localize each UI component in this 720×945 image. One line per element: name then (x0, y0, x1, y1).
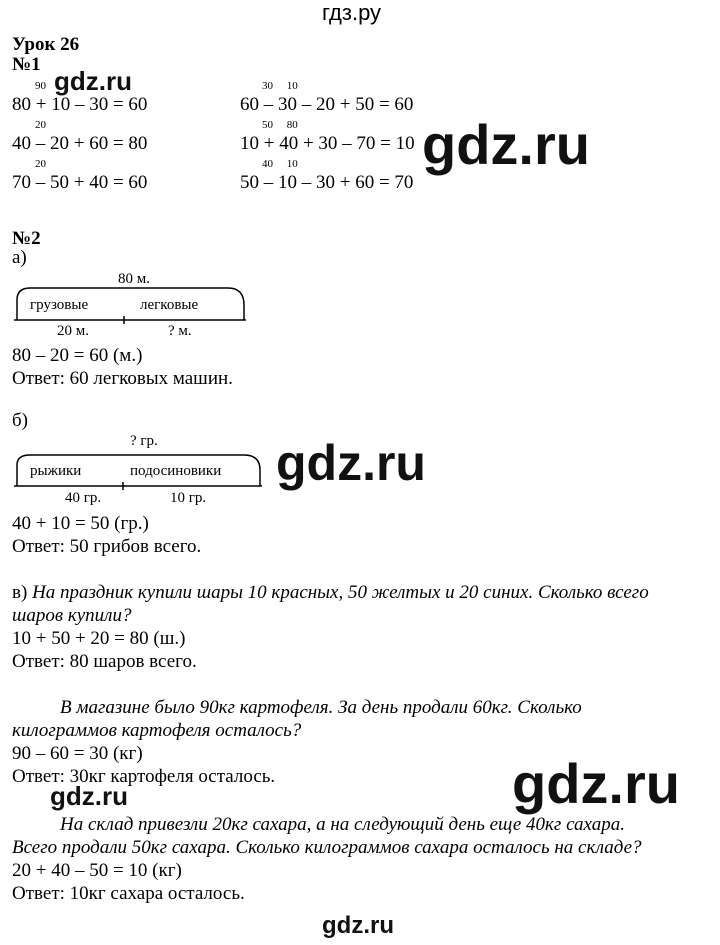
diagram-b-right-name: подосиновики (130, 463, 222, 479)
task2b-solution: 40 + 10 = 50 (гр.) (12, 513, 149, 534)
task1-title: №1 (12, 54, 41, 75)
task1-left-3-sup: 20 (35, 158, 46, 170)
task2a-solution: 80 – 20 = 60 (м.) (12, 345, 143, 366)
watermark-6: gdz.ru (322, 912, 394, 939)
task2a-label: а) (12, 247, 27, 268)
task2v-solution1: 10 + 50 + 20 = 80 (ш.) (12, 628, 186, 649)
task1-left-1-sup: 90 (35, 80, 46, 92)
task2v-problem1-line2: шаров купили? (12, 605, 132, 626)
watermark-1: gdz.ru (54, 66, 132, 96)
task2v-problem1-line1: На праздник купили шары 10 красных, 50 желтых и 20 синих. Сколько всего (32, 582, 649, 603)
task2v-solution3: 20 + 40 – 50 = 10 (кг) (12, 860, 182, 881)
task1-right-2-sup: 50 80 (262, 119, 298, 131)
diagram-b-right-val: 10 гр. (170, 490, 207, 506)
task2a-answer: Ответ: 60 легковых машин. (12, 368, 233, 389)
task1-right-3-expr: 50 – 10 – 30 + 60 = 70 (240, 172, 414, 193)
task2v-problem3-line2: Всего продали 50кг сахара. Сколько килограммов сахара осталось на складе? (12, 837, 642, 858)
task2v-label (12, 582, 649, 604)
task1-left-2-sup: 20 (35, 119, 46, 131)
diagram-a-right-name: легковые (140, 297, 199, 313)
task2v-label-text: в) (12, 582, 28, 603)
task2v-solution2: 90 – 60 = 30 (кг) (12, 743, 143, 764)
task2-title: №2 (12, 228, 41, 249)
watermark-4: gdz.ru (50, 781, 128, 811)
task1-right-1-expr: 60 – 30 – 20 + 50 = 60 (240, 94, 414, 115)
task1-right-1-sup: 30 10 (262, 80, 298, 92)
task2b-label: б) (12, 410, 28, 431)
task2v-problem2-line1: В магазине было 90кг картофеля. За день продали 60кг. Сколько (60, 697, 582, 718)
task1-right-3-sup: 40 10 (262, 158, 298, 170)
task2v-answer2: Ответ: 30кг картофеля осталось. (12, 766, 276, 787)
task1-left-2-expr: 40 – 20 + 60 = 80 (12, 133, 148, 154)
lesson-title: Урок 26 (12, 34, 80, 55)
diagram-a-right-val: ? м. (168, 323, 192, 339)
task2v-answer3: Ответ: 10кг сахара осталось. (12, 883, 245, 904)
diagram-b-left-val: 40 гр. (65, 490, 102, 506)
task1-right-2-expr: 10 + 40 + 30 – 70 = 10 (240, 133, 415, 154)
task2v-problem2-line2: килограммов картофеля осталось? (12, 720, 302, 741)
watermark-5: gdz.ru (512, 752, 680, 815)
diagram-a-left-name: грузовые (30, 297, 89, 313)
diagram-b-left-name: рыжики (30, 463, 82, 479)
watermark-3: gdz.ru (276, 435, 426, 491)
diagram-a-total: 80 м. (118, 271, 150, 287)
diagram-a-left-val: 20 м. (57, 323, 89, 339)
diagram-b-total: ? гр. (130, 433, 158, 449)
task1-left-3-expr: 70 – 50 + 40 = 60 (12, 172, 148, 193)
task2v-answer1: Ответ: 80 шаров всего. (12, 651, 197, 672)
task1-left-1-expr: 80 + 10 – 30 = 60 (12, 94, 148, 115)
task2v-problem3-line1: На склад привезли 20кг сахара, а на следующий день еще 40кг сахара. (60, 814, 625, 835)
site-header: гдз.ру (322, 0, 382, 25)
watermark-2: gdz.ru (422, 113, 590, 176)
task2b-answer: Ответ: 50 грибов всего. (12, 536, 202, 557)
